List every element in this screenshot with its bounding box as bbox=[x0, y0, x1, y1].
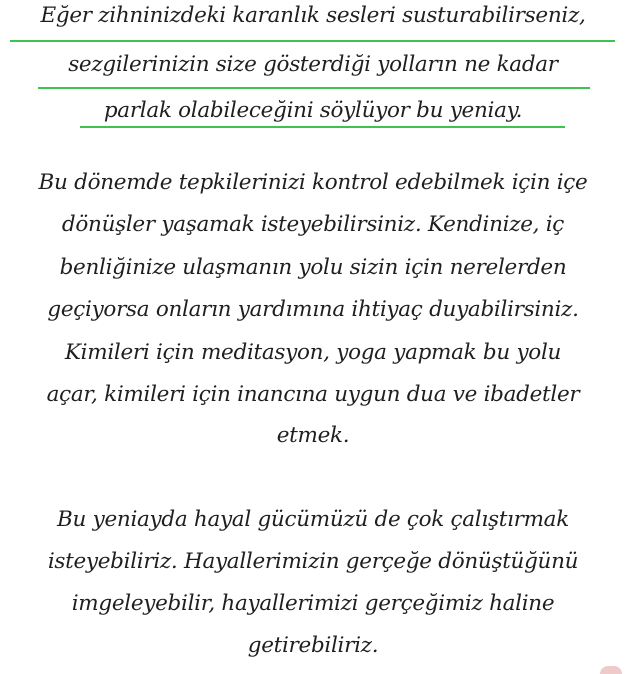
intro-line-2: sezgilerinizin size gösterdiği yolların ne kadar bbox=[68, 52, 558, 77]
body-line: geçiyorsa onların yardımına ihtiyaç duyabilirsiniz. bbox=[47, 297, 579, 322]
highlight-underline bbox=[38, 87, 590, 89]
body-line: imgeleyebilir, hayallerimizi gerçeğimiz haline bbox=[71, 591, 555, 616]
intro-line-1: Eğer zihninizdeki karanlık sesleri susturabilirseniz, bbox=[40, 3, 586, 28]
body-line: isteyebiliriz. Hayallerimizin gerçeğe dönüştüğünü bbox=[47, 549, 579, 574]
body-line: benliğinize ulaşmanın yolu sizin için nerelerden bbox=[59, 255, 567, 280]
highlight-underline bbox=[10, 40, 615, 42]
intro-line-3: parlak olabileceğini söylüyor bu yeniay. bbox=[103, 98, 523, 123]
body-line: Bu yeniayda hayal gücümüzü de çok çalıştırmak bbox=[57, 507, 569, 532]
body-line: Kimileri için meditasyon, yoga yapmak bu yolu bbox=[64, 340, 562, 365]
body-line: açar, kimileri için inancına uygun dua ve ibadetler bbox=[46, 382, 580, 407]
highlight-underline bbox=[80, 126, 565, 128]
body-line: dönüşler yaşamak isteyebilirsiniz. Kendinize, iç bbox=[61, 212, 565, 237]
body-line: Bu dönemde tepkilerinizi kontrol edebilmek için içe bbox=[38, 170, 588, 195]
body-line: getirebiliriz. bbox=[247, 633, 379, 658]
corner-decoration bbox=[600, 666, 622, 674]
body-line: etmek. bbox=[276, 423, 350, 448]
